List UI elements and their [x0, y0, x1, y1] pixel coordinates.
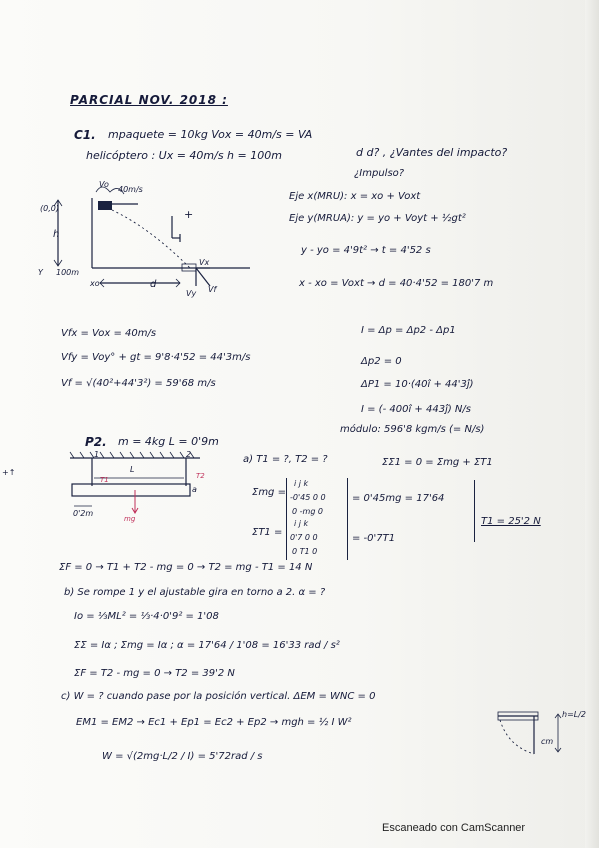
rod-offset: 0'2m [73, 509, 94, 518]
problem1-label: C1. [74, 128, 96, 142]
diagram-x0: xo [90, 279, 100, 288]
eq-vfy: Vfy = Voy° + gt = 9'8·4'52 = 44'3m/s [61, 352, 251, 363]
diagram-vf: Vf [208, 285, 217, 294]
t1-result: T1 = 25'2 N [481, 516, 541, 527]
problem2-label: P2. [85, 435, 107, 449]
torque-mg-row3: 0 -mg 0 [292, 507, 324, 516]
torque-mg-label: Σmg = [252, 487, 286, 498]
rod-point-a: a [192, 485, 197, 494]
diagram-vy: Vy [186, 289, 197, 298]
eq-time: y - yo = 4'9t² → t = 4'52 s [301, 245, 431, 256]
rod-diagram [40, 450, 220, 540]
torque-mg-row1: i j k [294, 479, 309, 488]
problem1-helicopter-line: helicóptero : Ux = 40m/s h = 100m [86, 149, 282, 162]
problem1-question: d d? , ¿Vantes del impacto? [356, 146, 508, 159]
page-edge [585, 0, 599, 848]
eq-impulse-modulus: módulo: 596'8 kgm/s (= N/s) [340, 424, 485, 435]
rod-weight: mg [124, 515, 136, 523]
eq-dp1: ΔP1 = 10·(40î + 44'3ĵ) [361, 379, 474, 390]
diagram-ground-height: 100m [56, 268, 80, 277]
matrix-bar-left [286, 478, 289, 520]
torque-mg-row2: -0'45 0 0 [290, 493, 326, 502]
part-b-question: b) Se rompe 1 y el ajustable gira en torno a 2. α = ? [64, 587, 326, 598]
eq-dp2: Δp2 = 0 [361, 356, 402, 367]
matrix2-bar-left [286, 518, 289, 560]
angular-accel-eq: ΣΣ = Iα ; Σmg = Iα ; α = 17'64 / 1'08 = 16'33 rad / s² [74, 640, 340, 651]
diagram-vx: Vx [199, 258, 210, 267]
sketch-cm: cm [541, 737, 554, 746]
problem1-data-line: mpaquete = 10kg Vox = 40m/s = VA [108, 128, 313, 141]
matrix2-bar-right [347, 518, 350, 560]
diagram-distance: d [150, 279, 157, 290]
sketch-height: h=L/2 [562, 710, 587, 719]
torque-t1-row1: i j k [294, 519, 309, 528]
diagram-velocity-label: Vo [99, 180, 109, 189]
eq-impulse-vector: I = (- 400î + 443ĵ) N/s [361, 404, 471, 415]
rod-tension-2: T2 [196, 472, 205, 480]
diagram-y-axis: Y [38, 268, 43, 277]
diagram-origin: (0,0) [40, 204, 59, 213]
problem2-data: m = 4kg L = 0'9m [118, 435, 219, 448]
omega-eq: W = √(2mg·L/2 / I) = 5'72rad / s [102, 751, 263, 762]
force-b-eq: ΣF = T2 - mg = 0 → T2 = 39'2 N [74, 668, 235, 679]
eq-vf: Vf = √(40²+44'3²) = 59'68 m/s [61, 378, 216, 389]
eq-vfx: Vfx = Vox = 40m/s [61, 328, 157, 339]
rod-support-2: 2 [186, 450, 192, 459]
part-a-question: a) T1 = ?, T2 = ? [243, 454, 328, 465]
diagram-velocity-value: 40m/s [118, 185, 143, 194]
rod-sign: +↑ [2, 468, 16, 477]
eq-impulse: I = Δp = Δp2 - Δp1 [361, 325, 456, 336]
part-a-torque-sum: ΣΣ1 = 0 = Σmg + ΣT1 [382, 457, 493, 468]
brace [474, 480, 476, 542]
torque-t1-row3: 0 T1 0 [292, 547, 318, 556]
torque-t1-label: ΣT1 = [252, 527, 283, 538]
rod-tension-1: T1 [100, 476, 109, 484]
energy-eq: EM1 = EM2 → Ec1 + Ep1 = Ec2 + Ep2 → mgh = ½ I W² [76, 717, 352, 728]
diagram-height: h [53, 229, 60, 240]
rod-length: L [130, 465, 135, 474]
scanner-watermark: Escaneado con CamScanner [382, 822, 526, 834]
eq-x-axis: Eje x(MRU): x = xo + Voxt [289, 191, 421, 202]
torque-t1-result: = -0'7T1 [352, 533, 396, 544]
part-c-question: c) W = ? cuando pase por la posición vertical. ΔEM = WNC = 0 [61, 691, 376, 702]
torque-t1-row2: 0'7 0 0 [290, 533, 318, 542]
eq-distance: x - xo = Voxt → d = 40·4'52 = 180'7 m [299, 278, 494, 289]
force-balance: ΣF = 0 → T1 + T2 - mg = 0 → T2 = mg - T1 = 14 N [59, 562, 313, 573]
torque-mg-result: = 0'45mg = 17'64 [352, 493, 445, 504]
rod-support-1: 1 [94, 450, 100, 459]
eq-y-axis: Eje y(MRUA): y = yo + Voyt + ½gt² [289, 213, 466, 224]
problem1-impulse-question: ¿Impulso? [354, 168, 405, 179]
inertia-eq: Io = ⅓ML² = ⅓·4·0'9² = 1'08 [74, 611, 219, 622]
helicopter-diagram [40, 168, 280, 308]
diagram-sign: + [184, 208, 194, 221]
matrix-bar-right [347, 478, 350, 520]
page-title: PARCIAL NOV. 2018 : [70, 93, 228, 107]
